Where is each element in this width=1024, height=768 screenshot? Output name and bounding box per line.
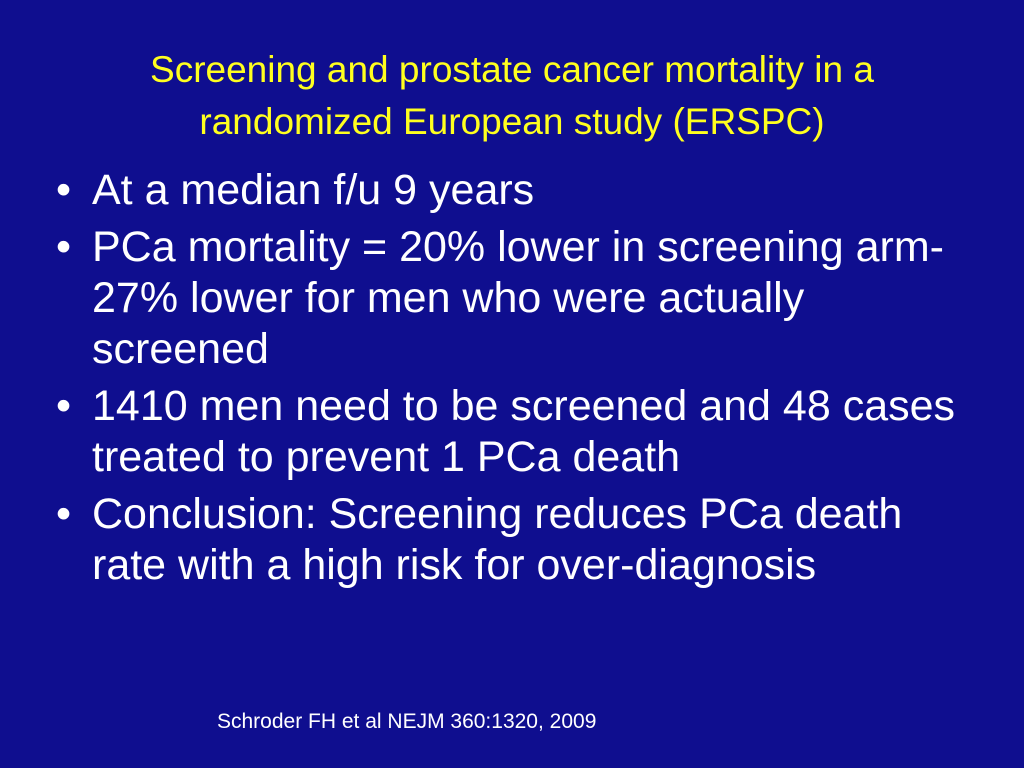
bullet-item xyxy=(56,222,956,375)
bullet-text: 1410 men need to be screened and 48 cases treated to prevent 1 PCa death xyxy=(92,382,956,481)
bullet-text: PCa mortality = 20% lower in screening arm-27% lower for men who were actually screened xyxy=(92,223,944,373)
bullet-icon: • xyxy=(56,166,72,214)
bullet-text: At a median f/u 9 years xyxy=(92,166,535,214)
citation: Schroder FH et al NEJM 360:1320, 2009 xyxy=(217,710,597,733)
bullet-icon: • xyxy=(56,490,72,538)
slide-title xyxy=(40,44,984,148)
bullet-text: Conclusion: Screening reduces PCa death rate with a high risk for over-diagnosis xyxy=(92,490,903,589)
bullet-list xyxy=(56,165,956,597)
slide-title-line-2: randomized European study (ERSPC) xyxy=(199,101,825,142)
bullet-icon: • xyxy=(56,382,72,430)
bullet-icon: • xyxy=(56,223,72,271)
slide-title-line-1: Screening and prostate cancer mortality in a xyxy=(150,49,874,90)
bullet-item xyxy=(56,489,956,591)
bullet-item xyxy=(56,165,956,216)
bullet-item xyxy=(56,381,956,483)
